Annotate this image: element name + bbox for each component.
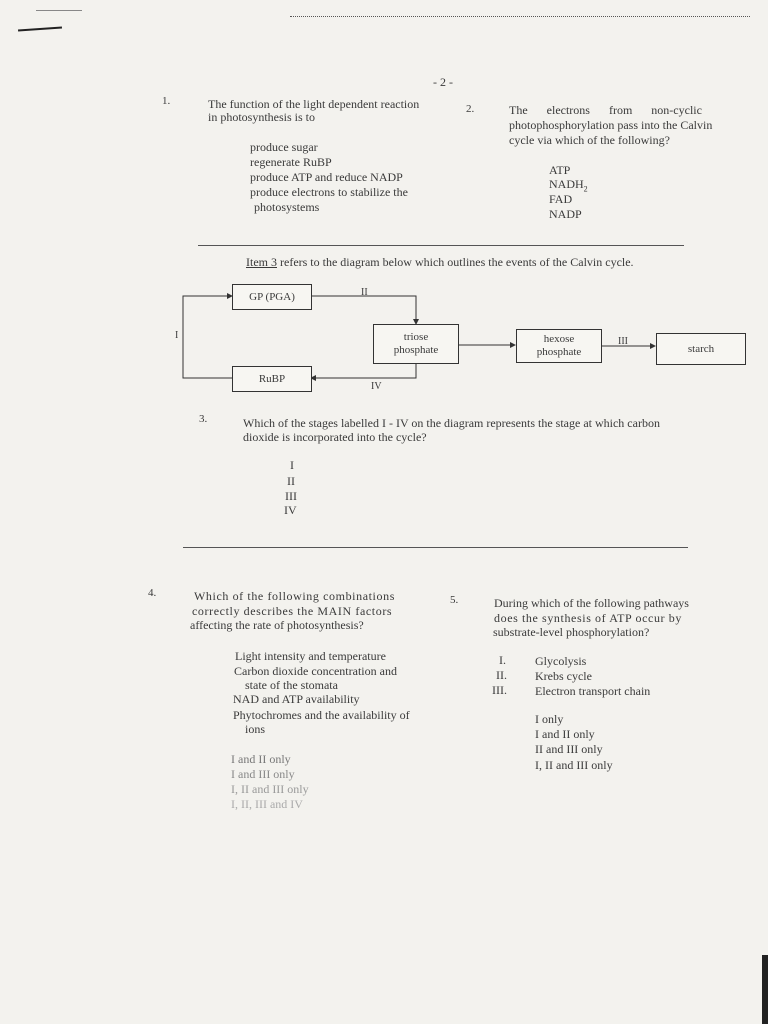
question-stem: correctly describes the MAIN factors: [192, 604, 393, 618]
pathway: Electron transport chain: [535, 684, 651, 698]
question-stem: During which of the following pathways: [494, 596, 689, 610]
factor: Phytochromes and the availability of: [233, 708, 410, 722]
label-i: I: [175, 330, 179, 341]
label-iii: III: [618, 336, 628, 347]
question-stem: in photosynthesis is to: [208, 110, 316, 124]
question-stem: The function of the light dependent reaction: [208, 97, 420, 111]
page-number: - 2 -: [433, 75, 453, 89]
question-stem: Which of the stages labelled I - IV on the diagram represents the stage at which carbon: [243, 416, 660, 430]
question-stem: The electrons from non-cyclic: [509, 103, 702, 117]
scan-edge: [762, 955, 768, 1024]
option: produce sugar: [250, 140, 318, 154]
triose-phosphate-box: triose phosphate: [373, 324, 459, 364]
item-intro: Item 3 refers to the diagram below which outlines the events of the Calvin cycle.: [246, 255, 634, 269]
factor: Carbon dioxide concentration and: [234, 664, 397, 678]
question-number: 2.: [466, 103, 475, 115]
option: I only: [535, 712, 564, 726]
question-stem: Which of the following combinations: [194, 589, 395, 603]
option: II and III only: [535, 742, 603, 756]
option: regenerate RuBP: [250, 155, 332, 169]
option: produce electrons to stabilize the: [250, 185, 408, 199]
rubp-box: RuBP: [232, 366, 312, 392]
question-number: 5.: [450, 594, 459, 606]
option: $NADH_2$: [549, 177, 588, 194]
option: I, II and III only: [535, 758, 613, 772]
question-number: 1.: [162, 95, 171, 107]
factor: state of the stomata: [245, 678, 338, 692]
option: II: [287, 474, 295, 488]
starch-box: starch: [656, 333, 746, 365]
factor: Light intensity and temperature: [235, 649, 386, 663]
option: ATP: [549, 163, 571, 177]
question-stem: substrate-level phosphorylation?: [493, 625, 650, 639]
hexose-phosphate-box: hexose phosphate: [516, 329, 602, 363]
option: NADP: [549, 207, 582, 221]
gp-box: GP (PGA): [232, 284, 312, 310]
option: produce ATP and reduce NADP: [250, 170, 403, 184]
option: photosystems: [254, 200, 320, 214]
pathway: Krebs cycle: [535, 669, 592, 683]
option: IV: [284, 503, 297, 517]
question-stem: affecting the rate of photosynthesis?: [190, 618, 364, 632]
option: I and II only: [535, 727, 595, 741]
option: I, II, III and IV: [231, 797, 303, 811]
option: III: [285, 489, 297, 503]
option: I, II and III only: [231, 782, 309, 796]
numeral: II.: [496, 668, 507, 682]
label-ii: II: [361, 287, 368, 298]
option: I and II only: [231, 752, 291, 766]
question-stem: cycle via which of the following?: [509, 133, 670, 147]
factor: ions: [245, 722, 266, 736]
question-stem: does the synthesis of ATP occur by: [494, 611, 682, 625]
numeral: I.: [499, 653, 506, 667]
numeral: III.: [492, 683, 507, 697]
question-stem: photophosphorylation pass into the Calvin: [509, 118, 713, 132]
question-stem: dioxide is incorporated into the cycle?: [243, 430, 427, 444]
question-number: 3.: [199, 413, 208, 425]
option: I and III only: [231, 767, 295, 781]
option: I: [290, 458, 294, 472]
divider: [183, 547, 688, 548]
factor: NAD and ATP availability: [233, 692, 360, 706]
option: FAD: [549, 192, 573, 206]
label-iv: IV: [371, 381, 382, 392]
question-number: 4.: [148, 587, 157, 599]
pathway: Glycolysis: [535, 654, 587, 668]
